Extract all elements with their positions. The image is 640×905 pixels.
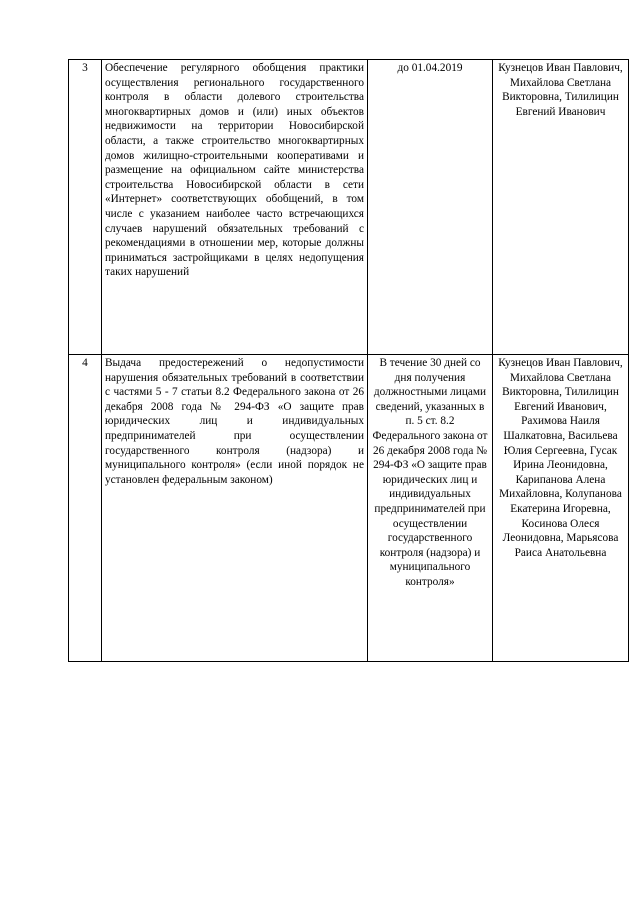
responsible-cell: Кузнецов Иван Павлович, Михайлова Светлана Викторовна, Тилилицин Евгений Иванович [493,60,629,355]
activities-table [68,59,629,662]
deadline-cell: до 01.04.2019 [368,60,493,355]
activity-cell: Выдача предостережений о недопустимости нарушения обязательных требований в соответствии с частями 5 - 7 статьи 8.2 Федерального закона от 26 декабря 2008 года № 294-ФЗ «О защите прав юридических лиц и индивидуальных предпринимателей при осуществлении государственного контроля (надзора) и муниципального контроля» (если иной порядок не установлен федеральным законом) [102,355,368,662]
row-number-cell: 3 [69,60,102,355]
table-row [69,355,629,662]
table-row [69,60,629,355]
deadline-cell: В течение 30 дней со дня получения должностными лицами сведений, указанных в п. 5 ст. 8.2 Федерального закона от 26 декабря 2008 года № 294-ФЗ «О защите прав юридических лиц и индивидуальных предпринимателей при осуществлении государственного контроля (надзора) и муниципального контроля» [368,355,493,662]
row-number-cell: 4 [69,355,102,662]
activity-cell: Обеспечение регулярного обобщения практики осуществления регионального государственного контроля в области долевого строительства многоквартирных домов и (или) иных объектов недвижимости на территории Новосибирской области, а также строительство многоквартирных домов жилищно-строительными кооперативами и размещение на официальном сайте министерства строительства Новосибирской области в сети «Интернет» соответствующих обобщений, в том числе с указанием наиболее часто встречающихся случаев нарушений обязательных требований с рекомендациями в отношении мер, которые должны приниматься застройщиками в целях недопущения таких нарушений [102,60,368,355]
responsible-cell: Кузнецов Иван Павлович, Михайлова Светлана Викторовна, Тилилицин Евгений Иванович, Рахимова Наиля Шалкатовна, Васильева Юлия Сергеевна, Гусак Ирина Леонидовна, Карипанова Алена Михайловна, Колупанова Екатерина Игоревна, Косинова Олеся Леонидовна, Марьясова Раиса Анатольевна [493,355,629,662]
